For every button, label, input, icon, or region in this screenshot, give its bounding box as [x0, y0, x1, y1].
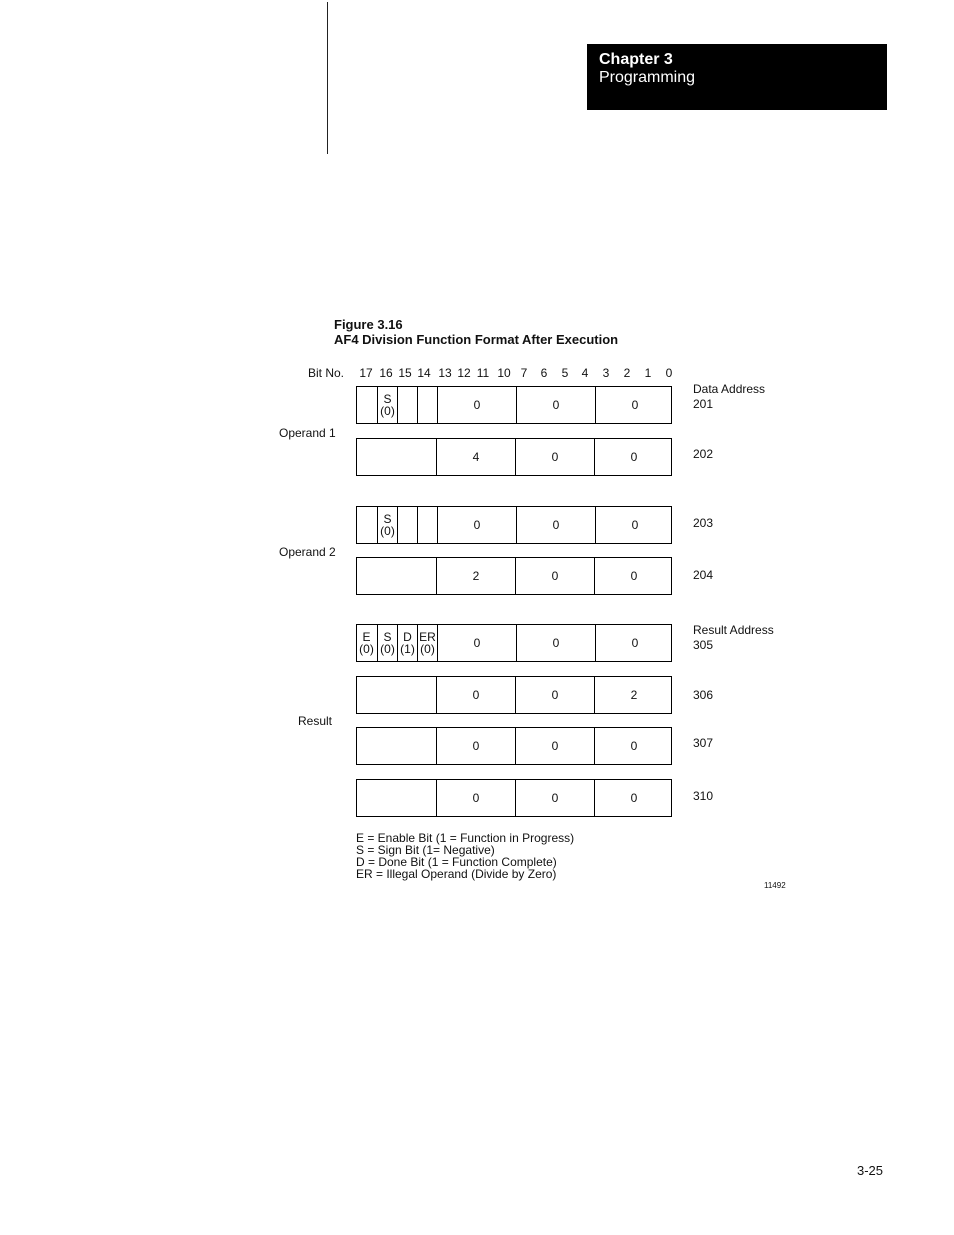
figure-code: 11492 [764, 881, 786, 890]
group-label-operand2: Operand 2 [279, 545, 336, 559]
address-203: 203 [693, 516, 714, 530]
flag-name: S [383, 392, 392, 406]
digit-cell: 0 [515, 677, 594, 713]
digit-cell: 0 [437, 625, 516, 661]
digit-cell: 0 [515, 728, 594, 764]
flag-value: (0) [359, 642, 374, 656]
flag-cell [377, 625, 397, 661]
address-201-caption: Data Address [693, 382, 766, 396]
flag-cell-blank [357, 558, 435, 594]
address-305-value: 305 [693, 638, 714, 652]
address-307: 307 [693, 736, 714, 750]
bit-number: 17 [359, 366, 373, 380]
flag-cell [417, 507, 437, 543]
chapter-section: Programming [599, 69, 696, 86]
flag-cell-blank [357, 677, 435, 713]
flag-cell [397, 387, 417, 423]
word-203 [356, 506, 672, 544]
legend-error: ER = Illegal Operand (Divide by Zero) [356, 867, 557, 881]
word-307 [356, 727, 672, 765]
word-306 [356, 676, 672, 714]
digit-cell: 0 [595, 625, 674, 661]
bit-number: 3 [602, 366, 610, 380]
word-310 [356, 779, 672, 817]
address-305 [693, 623, 774, 653]
bit-number: 7 [520, 366, 528, 380]
legend [356, 832, 574, 880]
digit-cell: 0 [516, 387, 595, 423]
digit-cell: 0 [594, 558, 673, 594]
group-label-result: Result [298, 714, 333, 728]
digit-cell: 0 [516, 625, 595, 661]
word-201 [356, 386, 672, 424]
bit-number: 15 [398, 366, 412, 380]
flag-cell-blank [357, 780, 435, 816]
legend-enable: E = Enable Bit (1 = Function in Progress) [356, 831, 575, 845]
digit-cell: 0 [594, 439, 673, 475]
bit-number: 10 [497, 366, 511, 380]
digit-cell: 0 [515, 780, 594, 816]
flag-cell [377, 387, 397, 423]
flag-cell [357, 387, 376, 423]
bit-number: 0 [665, 366, 673, 380]
figure-title: AF4 Division Function Format After Execution [334, 332, 619, 347]
digit-cell: 0 [515, 439, 594, 475]
flag-cell [357, 507, 376, 543]
word-202 [356, 438, 672, 476]
digit-cell: 0 [437, 387, 516, 423]
digit-cell: 0 [594, 728, 673, 764]
bit-number: 11 [476, 366, 490, 380]
address-306: 306 [693, 688, 714, 702]
page-number: 3-25 [857, 1163, 884, 1178]
flag-cell-blank [357, 439, 435, 475]
chapter-header [587, 44, 887, 110]
digit-cell: 0 [436, 780, 515, 816]
digit-cell: 0 [595, 387, 674, 423]
digit-cell: 2 [594, 677, 673, 713]
flag-name: ER [419, 630, 436, 644]
bit-number: 1 [644, 366, 652, 380]
bit-number: 13 [438, 366, 452, 380]
flag-value: (1) [400, 642, 415, 656]
word-204 [356, 557, 672, 595]
bit-number: 12 [457, 366, 471, 380]
flag-cell-blank [357, 728, 435, 764]
flag-value: (0) [380, 642, 395, 656]
chapter-title: Chapter 3 [599, 51, 673, 68]
digit-cell: 0 [515, 558, 594, 594]
address-201-value: 201 [693, 397, 714, 411]
bit-number: 6 [540, 366, 548, 380]
flag-cell [377, 507, 397, 543]
digit-cell: 0 [436, 728, 515, 764]
flag-name: S [383, 512, 392, 526]
legend-sign: S = Sign Bit (1= Negative) [356, 843, 495, 857]
flag-name: E [362, 630, 371, 644]
digit-cell: 0 [436, 677, 515, 713]
group-label-operand1: Operand 1 [279, 426, 336, 440]
bit-number: 5 [561, 366, 569, 380]
figure-number: Figure 3.16 [334, 317, 403, 332]
legend-done: D = Done Bit (1 = Function Complete) [356, 855, 557, 869]
bit-number: 4 [581, 366, 589, 380]
flag-value: (0) [380, 404, 395, 418]
flag-name: S [383, 630, 392, 644]
flag-cell [417, 625, 437, 661]
flag-cell [397, 625, 417, 661]
digit-cell: 0 [437, 507, 516, 543]
digit-cell: 4 [436, 439, 515, 475]
flag-cell [357, 625, 376, 661]
flag-cell [417, 387, 437, 423]
digit-cell: 2 [436, 558, 515, 594]
bit-number: 16 [379, 366, 393, 380]
digit-cell: 0 [595, 507, 674, 543]
flag-name: D [403, 630, 412, 644]
address-310: 310 [693, 789, 714, 803]
margin-rule [327, 2, 328, 154]
bit-number: 2 [623, 366, 631, 380]
flag-cell [397, 507, 417, 543]
digit-cell: 0 [516, 507, 595, 543]
flag-value: (0) [380, 524, 395, 538]
address-204: 204 [693, 568, 714, 582]
bit-number-label: Bit No. [308, 366, 345, 380]
address-201 [693, 382, 765, 412]
flag-value: (0) [420, 642, 435, 656]
address-202: 202 [693, 447, 714, 461]
address-305-caption: Result Address [693, 623, 774, 637]
bit-number: 14 [417, 366, 431, 380]
word-305 [356, 624, 672, 662]
digit-cell: 0 [594, 780, 673, 816]
